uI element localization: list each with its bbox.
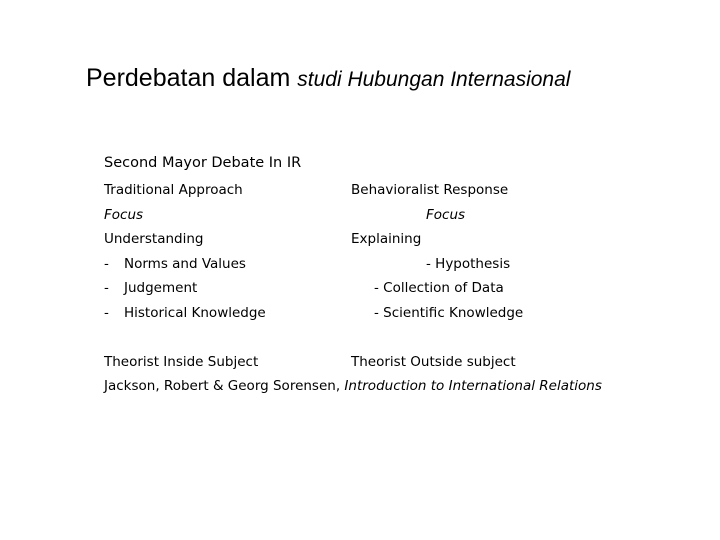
list-dash: - [104,256,109,272]
right-heading: Behavioralist Response [351,182,509,198]
title-italic: studi Hubungan Internasional [297,68,571,91]
left-main-item: Understanding [104,231,204,247]
left-list-item-text: Historical Knowledge [124,305,266,321]
left-list-item [104,256,246,272]
left-theorist: Theorist Inside Subject [104,354,259,370]
left-list-item-text: Norms and Values [124,256,246,272]
left-heading: Traditional Approach [104,182,243,198]
citation [104,378,602,394]
title-main: Perdebatan dalam [86,64,298,92]
list-dash: - [104,305,109,321]
subheading: Second Mayor Debate In IR [104,155,302,171]
right-theorist: Theorist Outside subject [351,354,516,370]
right-list-item: - Hypothesis [426,256,511,272]
list-dash: - [104,280,109,296]
left-focus-label: Focus [104,207,144,223]
slide-title [86,64,570,93]
left-list-item [104,280,197,296]
citation-title: Introduction to International Relations [344,378,602,394]
left-list-item [104,305,266,321]
right-list-item: - Collection of Data [374,280,504,296]
right-list-item: - Scientific Knowledge [374,305,524,321]
citation-authors: Jackson, Robert & Georg Sorensen, [104,378,345,394]
right-main-item: Explaining [351,231,422,247]
right-focus-label: Focus [426,207,466,223]
left-list-item-text: Judgement [124,280,198,296]
